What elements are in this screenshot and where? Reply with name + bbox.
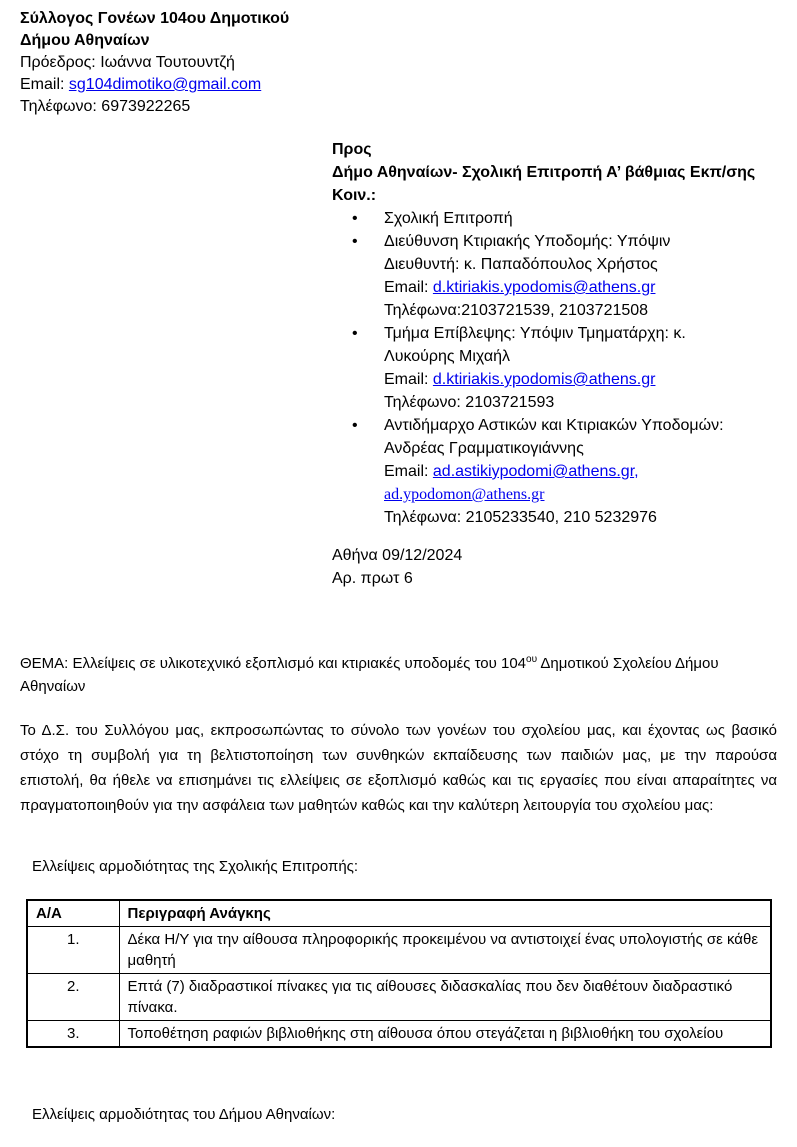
sender-email-line <box>20 74 330 96</box>
subject-ordinal-superscript: ου <box>526 654 538 665</box>
cc3-phone: Τηλέφωνο: 2103721593 <box>384 394 555 411</box>
cc4-email2-link[interactable]: ad.ypodomon@athens.gr <box>384 486 545 503</box>
cc2-line2: Διευθυντή: κ. Παπαδόπουλος Χρήστος <box>384 256 658 273</box>
table-header-id: Α/Α <box>27 900 119 927</box>
cc-item-school-committee <box>332 207 792 230</box>
cc4-email1-link[interactable]: ad.astikiypodomi@athens.gr <box>432 463 635 480</box>
body-paragraph: Το Δ.Σ. του Συλλόγου μας, εκπροσωπώντας το σύνολο των γονέων του σχολείου μας, και έχοντας ως βασικό στόχο τη συμβολή για τη βελτιστοποίηση των συνθηκών εκπαίδευσης των παιδιών μας, με την παρούσα επιστολή, θα ήθελε να επισημάνει τις ελλείψεις σε εξοπλισμό καθώς και τις εργασίες που είναι απαραίτητες να πραγματοποιηθούν για την ασφάλεια των μαθητών καθώς και την καλύτερη λειτουργία του σχολείου μας: <box>20 722 777 814</box>
row-description: Επτά (7) διαδραστικοί πίνακες για τις αίθουσες διδασκαλίας που δεν διαθέτουν διαδραστικό πίνακα. <box>119 974 771 1021</box>
cc3-email-link[interactable]: d.ktiriakis.ypodomis@athens.gr <box>432 371 656 388</box>
section2-title: Ελλείψεις αρμοδιότητας του Δήμου Αθηναίων: <box>32 1106 336 1123</box>
subject-text-before: ΘΕΜΑ: Ελλείψεις σε υλικοτεχνικό εξοπλισμό και κτιριακές υποδομές του 104 <box>20 655 527 672</box>
table-row <box>27 927 771 974</box>
row-number: 1. <box>27 927 119 974</box>
sender-org-line1: Σύλλογος Γονέων 104ου Δημοτικού <box>20 10 290 27</box>
row-number: 2. <box>27 974 119 1021</box>
cc2-phones: Τηλέφωνα:2103721539, 2103721508 <box>384 302 649 319</box>
needs-table-container <box>26 899 772 1048</box>
cc3-email-label: Email: <box>384 371 433 388</box>
subject-text-after: Δημοτικού Σχολείου Δήμου Αθηναίων <box>20 655 719 695</box>
date-line: Αθήνα 09/12/2024 <box>332 547 463 564</box>
cc4-email1-suffix: , <box>634 463 639 480</box>
bullet-icon: • <box>352 210 358 227</box>
section1-title: Ελλείψεις αρμοδιότητας της Σχολικής Επιτροπής: <box>32 858 359 875</box>
cc3-line1: Τμήμα Επίβλεψης: Υπόψιν Τμηματάρχη: κ. <box>384 325 686 342</box>
cc4-line1: Αντιδήμαρχο Αστικών και Κτιριακών Υποδομών: <box>384 417 724 434</box>
needs-table <box>26 899 772 1048</box>
cc2-line1: Διεύθυνση Κτιριακής Υποδομής: Υπόψιν <box>384 233 671 250</box>
sender-president: Πρόεδρος: Ιωάννα Τουτουντζή <box>20 54 235 71</box>
cc2-email-label: Email: <box>384 279 433 296</box>
cc4-line2: Ανδρέας Γραμματικογιάννης <box>384 440 584 457</box>
cc-item-deputy-mayor <box>332 414 792 529</box>
sender-phone: Τηλέφωνο: 6973922265 <box>20 98 191 115</box>
to-label: Προς <box>332 141 372 158</box>
cc4-phones: Τηλέφωνα: 2105233540, 210 5232976 <box>384 509 657 526</box>
table-row <box>27 1021 771 1048</box>
sender-email-label: Email: <box>20 76 69 93</box>
cc2-email-link[interactable]: d.ktiriakis.ypodomis@athens.gr <box>432 279 656 296</box>
cc-label: Κοιν.: <box>332 187 377 204</box>
sender-block <box>20 8 330 118</box>
meta-block <box>332 544 462 590</box>
table-row <box>27 974 771 1021</box>
sender-org-line2: Δήμου Αθηναίων <box>20 32 150 49</box>
bullet-icon: • <box>352 233 358 250</box>
row-number: 3. <box>27 1021 119 1048</box>
bullet-icon: • <box>352 417 358 434</box>
subject-line <box>20 652 780 698</box>
cc-item-building-directorate <box>332 230 792 322</box>
protocol-number-line: Αρ. πρωτ 6 <box>332 570 413 587</box>
cc-item-supervision-dept <box>332 322 792 414</box>
cc-list <box>332 207 792 529</box>
bullet-icon: • <box>352 325 358 342</box>
table-header-row <box>27 900 771 927</box>
row-description: Τοποθέτηση ραφιών βιβλιοθήκης στη αίθουσα όπου στεγάζεται η βιβλιοθήκη του σχολείου <box>119 1021 771 1048</box>
table-header-description: Περιγραφή Ανάγκης <box>119 900 771 927</box>
recipients-block <box>332 138 792 529</box>
sender-email-link[interactable]: sg104dimotiko@gmail.com <box>68 76 262 93</box>
cc4-email-line <box>384 460 792 483</box>
cc1-line1: Σχολική Επιτροπή <box>384 210 513 227</box>
cc4-email2-line <box>384 483 792 506</box>
row-description: Δέκα Η/Υ για την αίθουσα πληροφορικής προκειμένου να αντιστοιχεί ένας υπολογιστής σε κάθε μαθητή <box>119 927 771 974</box>
cc4-email-label: Email: <box>384 463 433 480</box>
to-value: Δήμο Αθηναίων- Σχολική Επιτροπή Α’ βάθμιας Εκπ/σης <box>332 164 756 181</box>
cc3-line2: Λυκούρης Μιχαήλ <box>384 348 511 365</box>
cc2-email-line <box>384 276 792 299</box>
cc3-email-line <box>384 368 792 391</box>
